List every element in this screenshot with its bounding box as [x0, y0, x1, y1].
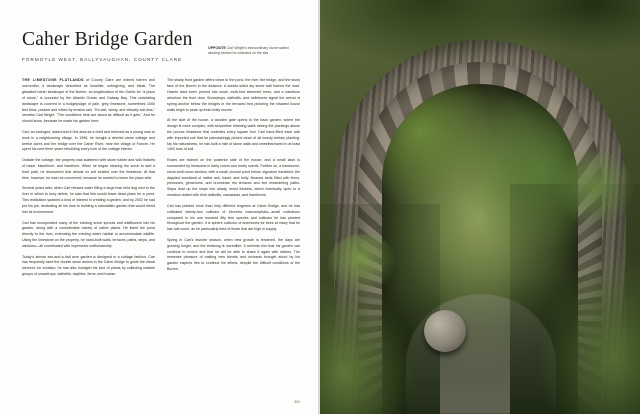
paragraph [22, 158, 155, 181]
body-column-2 [167, 78, 300, 282]
paragraph-text: Roses are trained on the posterior side of the house, and a small lawn is surrounded by blossoms in lively colors and lovely scents. Farther on, a handsome, stone-built moon window, with a small, circular pond below, signature transition: the dappled woodland of native ash, hazel, and holly. Nearest beds filled with ferns, primroses, geraniums, and brunneras rim terraces and line meandering paths. Steps lead up the slope into shady, moist thickets, which eventually open to a meadow dotted with Irish daffodils, camassias, and hawthorns. [167, 158, 300, 198]
paragraph [22, 221, 155, 250]
page-title: Caher Bridge Garden [22, 29, 193, 50]
paragraph-text: Outside the cottage, the property was scattered with stone rubble and wild thickets of hazel, blackthorn, and hawthorn. When he began clearing the scrub to add a front path, he discovered that almost no soil existed over the limestone. At that time, however, he was not concerned, because he wanted to leave the place wild. [22, 158, 155, 180]
paragraph-text: of County Clare are indeed barren and uneventful, a landscape described as lunarlike, unforgiving, and bleak. The glaciated harsh landscape of the Burren, an Anglicization of the Gaelic for "a place of stone," is bounded by the Atlantic Ocean and Galway Bay. This undulating landscape is covered in a hodgepodge of pale, grey limestone, sometimes 1000 feet thick, pocked and rutted by erosive rain. "It's wet, windy, and virtually soil-less," remarks Carl Wright. "The conditions here are about as difficult as it gets." And he should know, because he made his garden here. [22, 78, 155, 124]
shrub-upper-right [554, 150, 634, 230]
right-page-photograph [320, 0, 640, 414]
paragraph-text: Several years later, when Carl refused water filling a large leak held dug next to the river in which to bury debris, he saw that this would leave dead plans for a pond. This realization sparked a kind of interest in creating a garden, and by 2002 he had put his job, dedicating all his time to building a naturalistic garden that would blend into its environment. [22, 186, 155, 214]
paragraph-text: Carl has planted more than forty different tergeries at Caher Bridge, and he has cultivated twenty-two cultivars of Dicentra macrocephala—small collections compared to his one hundred fifty fern species and cultivars he has planted throughout the garden. It is sphere collector of anemones for bees at many that he has lost count, as he particularly tried of those that are high in supply. [167, 203, 300, 232]
planting-bed-left [320, 204, 440, 414]
paragraph-text: The shady front garden offers views to the pond, the river, the bridge, and the stony face of the Burren in the distance. A double-sided dry stone wall frames the road. Hazels have been pruned into small, multi-fold stemmed trees, and a hawthorn arborium the front door. Snowdrops, daffodils, and hellebores signal the arrival of spring anchor below the hedges in the terraced bed picturing the situated house walls begin to peak up fresh leafy moves. [167, 78, 300, 112]
paragraph-text: Carl, an ecologist, raised and in the area as a child and returned as a young man to work in a neighbouring village. In 1996, he bought a derelict stone cottage and twelve acres and the bridge over the Caher River, near the village of Fanore. He spent his next three years rebuilding every inch of the cottage interior. [22, 129, 155, 152]
paragraph-lead: THE LIMESTONE FLATLANDS [22, 78, 84, 83]
paragraph [22, 255, 155, 278]
page-subtitle: FORMOYLE WEST, BALLYVAUGHAN, COUNTY CLARE [22, 57, 183, 63]
paragraph-text: At the side of the house, a wooden gate opens to the back garden, where the design is more complex, with serpentine retaining walls raising the plantings above the porous limestone that underlies every square foot. Carl hand-filled each wall with imported soil that he painstakingly picked clean of all weedy tertiary planting. My his naturalness, he has built a mile of stone walls and wheelbarrowed in at least 1400 tons of soil. [167, 118, 300, 152]
paragraph-text: Carl has incorporated many of the existing scrub sprouts and wildflowers into his garden, along with a considerable variety of native plants. He listed the pond directly to the river, extending the existing water habitat to accommodate wildlife. Using the limestone on the property, he hand-built walls, terraces, paths, steps, and windows—all coordinated with impressive craftsmanship. [22, 220, 155, 248]
photo-caption [208, 46, 300, 57]
photo-caption-text: Carl Wright's extraordinary stone walled winding stream he collected on the site. [208, 46, 289, 56]
paragraph [167, 158, 300, 199]
paragraph [167, 78, 300, 113]
paragraph [22, 130, 155, 153]
body-columns [22, 78, 300, 282]
paragraph [167, 204, 300, 233]
overhanging-branches [320, 0, 640, 120]
shrub-foreground [328, 234, 398, 294]
page-number: 69 [294, 399, 300, 404]
paragraph [167, 238, 300, 273]
paragraph-text: Today's almost two-and-a-half acre garden is designed in a cottage fashion. Carl has frequently used the double stone arches in the Caher Bridge to guide the visual element; for creation, he has also indulged his love of plants by collecting notable groups of snowdrops, daffodils, daylilies, ferns, and hostas. [22, 254, 155, 277]
photo-caption-lead: OPPOSITE [208, 46, 226, 50]
paragraph [167, 118, 300, 153]
body-column-1 [22, 78, 155, 282]
garden-photo [320, 0, 640, 414]
paragraph [22, 186, 155, 215]
paragraph-text: Spring in Carl's favorite season, when new growth is tendered, the days are growing longer, and the birdsong is incredible. It reminds him that his garden can continue to evolve and that he will be able to share it again with visitors. The immense pleasure of making new friends and orchards brought about by his garden inspires him to continue his efforts, despite the difficult conditions of the Burren. [167, 237, 300, 272]
stone-sphere-ornament [424, 310, 466, 352]
paragraph [22, 78, 155, 125]
